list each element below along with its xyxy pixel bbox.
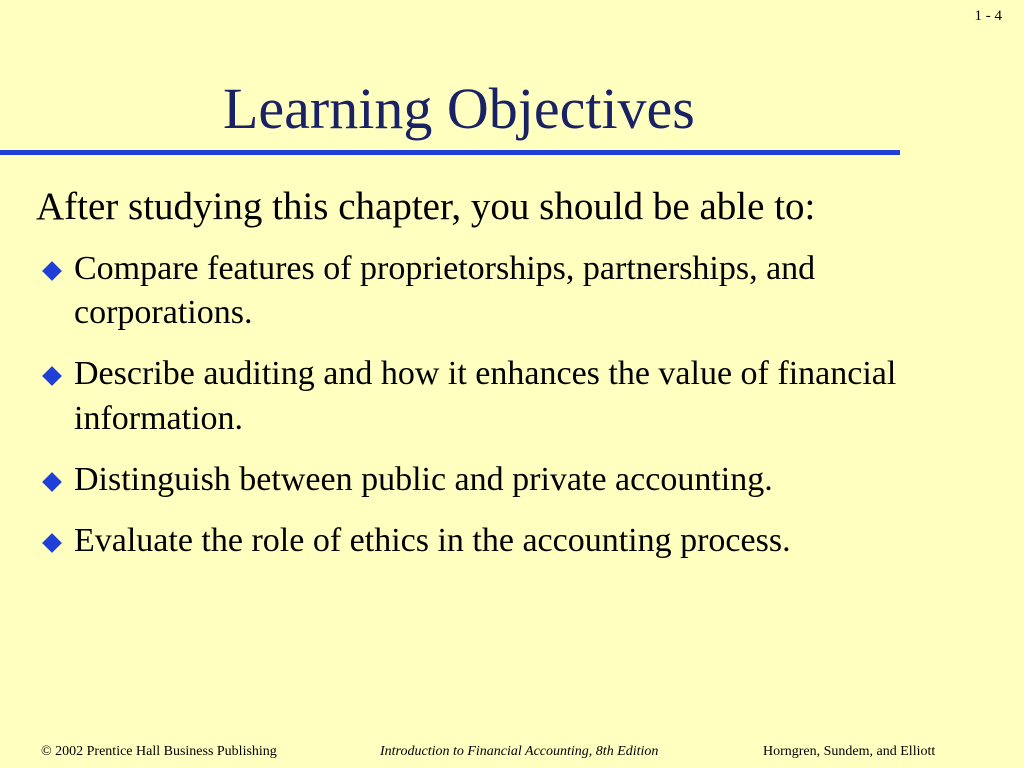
slide-title: Learning Objectives	[223, 76, 695, 141]
objectives-list	[38, 247, 968, 580]
objective-item	[38, 247, 968, 335]
objective-text: Compare features of proprietorships, partnerships, and corporations.	[74, 250, 816, 332]
title-underline	[0, 150, 900, 155]
footer-book-title: Introduction to Financial Accounting, 8th Edition	[380, 744, 659, 759]
diamond-bullet-icon	[42, 366, 62, 386]
intro-text: After studying this chapter, you should be able to:	[36, 185, 816, 228]
footer-authors: Horngren, Sundem, and Elliott	[763, 744, 936, 759]
diamond-bullet-icon	[42, 261, 62, 281]
objective-item	[38, 352, 968, 440]
page-number: 1 - 4	[974, 8, 1002, 24]
objective-item	[38, 519, 968, 563]
objective-text: Evaluate the role of ethics in the accounting process.	[74, 521, 791, 559]
objective-text: Distinguish between public and private accounting.	[74, 460, 773, 498]
diamond-bullet-icon	[42, 533, 62, 553]
objective-text: Describe auditing and how it enhances the value of financial information.	[74, 355, 897, 437]
objective-item	[38, 458, 968, 502]
diamond-bullet-icon	[42, 472, 62, 492]
footer-publisher: © 2002 Prentice Hall Business Publishing	[41, 744, 277, 759]
